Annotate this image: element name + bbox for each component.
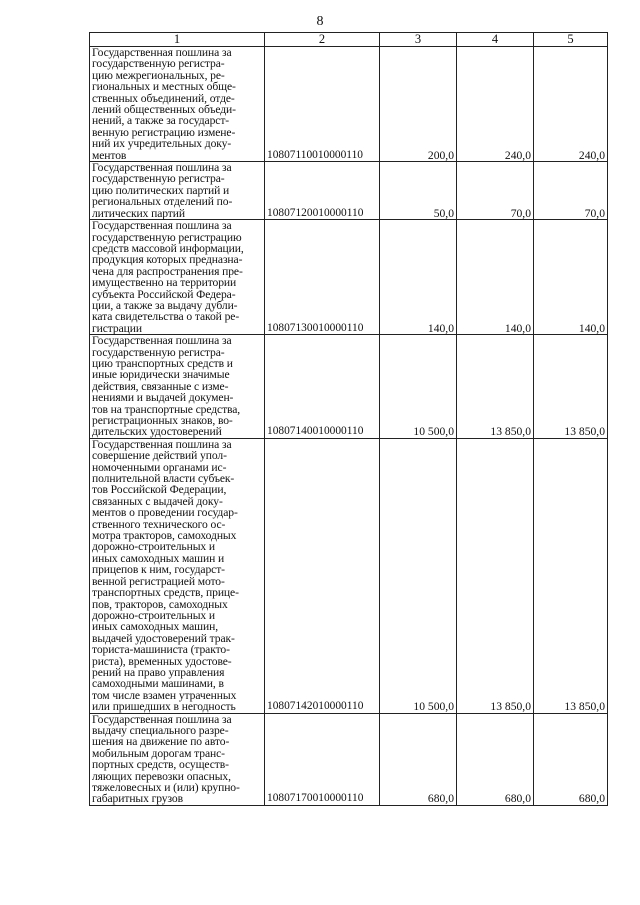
row-code-cell: 10807142010000110 [265, 438, 380, 713]
row-name-cell: Государственная пошлина за государственную регистра- цию политических партий и региональных отделений по- литических партий [90, 162, 265, 220]
row-name-cell: Государственная пошлина за государственную регистра- цию транспортных средств и иные юридически значимые действия, связанные с изме- нениями и выдачей докумен- тов на транспортные средства, регистрационных знаков, во- дительских удостоверений [90, 335, 265, 439]
table-row [90, 47, 608, 162]
row-name-cell: Государственная пошлина за государственную регистрацию средств массовой информации, продукция которых предназна- чена для распространения пре- имущественно на территории субъекта Российской Федера- ции, а также за выдачу дубли- ката свидетельства о такой ре- гистрации [90, 220, 265, 335]
table-row [90, 335, 608, 439]
row-value-col4: 240,0 [457, 47, 534, 162]
row-value-col3: 140,0 [380, 220, 457, 335]
header-row [90, 33, 608, 47]
row-value-col4: 680,0 [457, 713, 534, 805]
budget-table [89, 32, 608, 806]
table-row [90, 713, 608, 805]
row-value-col5: 70,0 [534, 162, 608, 220]
row-value-col3: 200,0 [380, 47, 457, 162]
row-value-col5: 240,0 [534, 47, 608, 162]
row-value-col5: 13 850,0 [534, 335, 608, 439]
column-header-2: 2 [265, 33, 380, 47]
row-name-cell: Государственная пошлина за совершение действий упол- номоченными органами ис- полнительной власти субъек- тов Российской Федерации, связанных с выдачей доку- ментов о проведении государ- ственного технического ос- мотра тракторов, самоходных дорожно-строительных и иных самоходных машин и прицепов к ним, государст- венной регистрацией мото- транспортных средств, прице- пов, тракторов, самоходных дорожно-строительных и иных самоходных машин, выдачей удостоверений трак- ториста-машиниста (тракто- риста), временных удостове- рений на право управления самоходными машинами, в том числе взамен утраченных или пришедших в негодность [90, 438, 265, 713]
row-value-col4: 140,0 [457, 220, 534, 335]
row-value-col4: 13 850,0 [457, 438, 534, 713]
column-header-3: 3 [380, 33, 457, 47]
row-code-cell: 10807120010000110 [265, 162, 380, 220]
row-value-col3: 10 500,0 [380, 335, 457, 439]
row-value-col5: 140,0 [534, 220, 608, 335]
table-row [90, 438, 608, 713]
row-code-cell: 10807170010000110 [265, 713, 380, 805]
row-value-col3: 50,0 [380, 162, 457, 220]
row-name-cell: Государственная пошлина за выдачу специального разре- шения на движение по авто- мобильным дорогам транс- портных средств, осуществ- ляющих перевозки опасных, тяжеловесных и (или) крупно- габаритных грузов [90, 713, 265, 805]
row-value-col3: 680,0 [380, 713, 457, 805]
column-header-5: 5 [534, 33, 608, 47]
row-code-cell: 10807110010000110 [265, 47, 380, 162]
column-header-1: 1 [90, 33, 265, 47]
row-value-col4: 13 850,0 [457, 335, 534, 439]
row-value-col3: 10 500,0 [380, 438, 457, 713]
row-value-col4: 70,0 [457, 162, 534, 220]
row-value-col5: 680,0 [534, 713, 608, 805]
column-header-4: 4 [457, 33, 534, 47]
table-row [90, 220, 608, 335]
table-row [90, 162, 608, 220]
row-code-cell: 10807130010000110 [265, 220, 380, 335]
row-value-col5: 13 850,0 [534, 438, 608, 713]
page-number: 8 [316, 14, 324, 29]
row-code-cell: 10807140010000110 [265, 335, 380, 439]
row-name-cell: Государственная пошлина за государственную регистра- цию межрегиональных, ре- гиональных и местных обще- ственных объединений, отде- лений общественных объеди- нений, а также за государст- венную регистрацию измене- ний их учредительных доку- ментов [90, 47, 265, 162]
